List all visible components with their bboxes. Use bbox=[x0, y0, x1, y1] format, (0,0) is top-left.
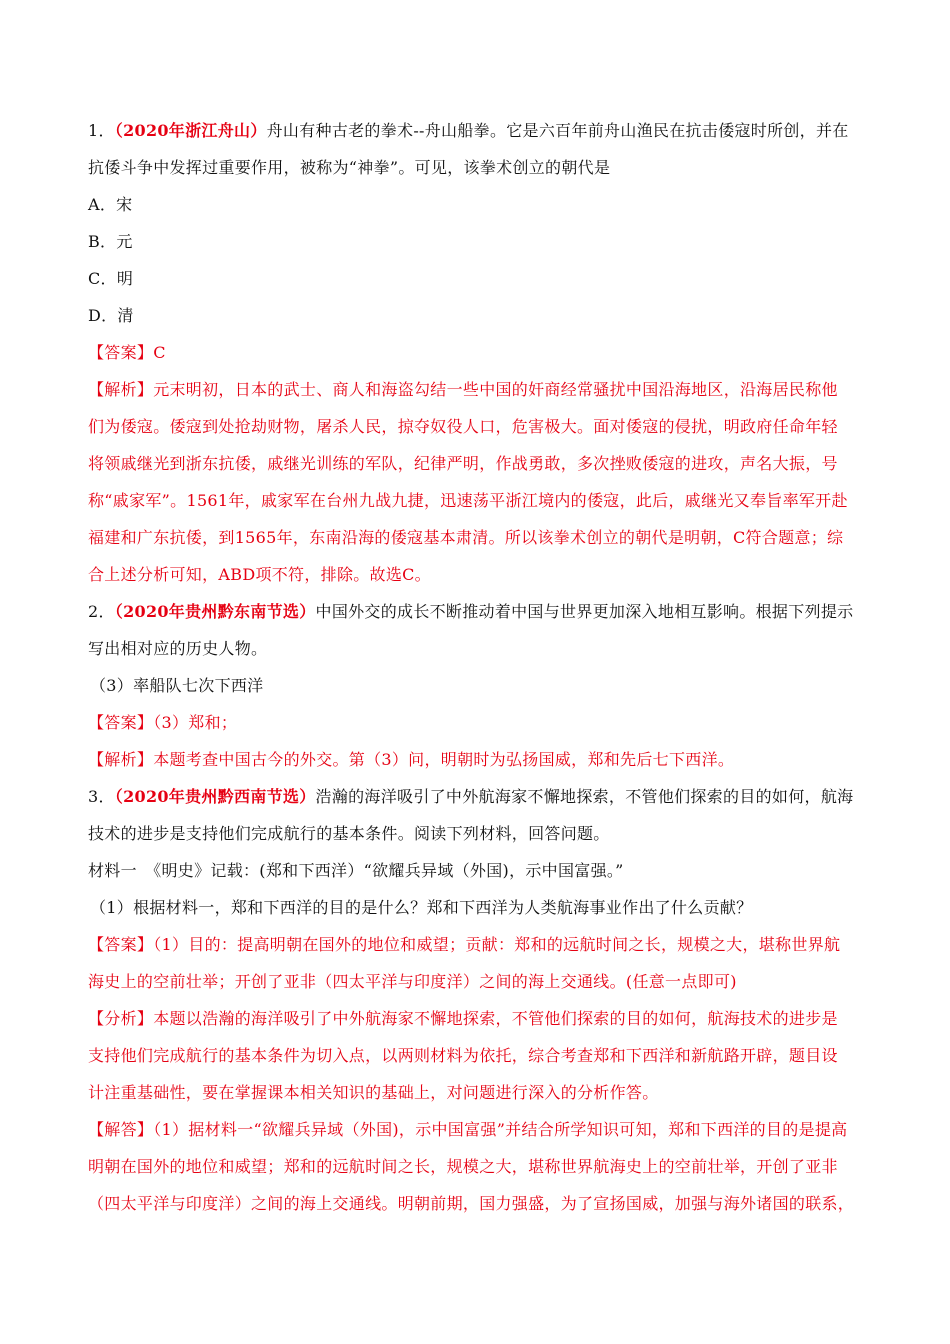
q3-jieda-line-3: （四太平洋与印度洋）之间的海上交通线。明朝前期，国力强盛，为了宣扬国威，加强与海外诸国的联系， bbox=[88, 1194, 855, 1213]
q1-source: （2020年浙江舟山） bbox=[114, 121, 267, 140]
q1-option-c: C．明 bbox=[88, 269, 134, 288]
q2-answer-value: （3）郑和； bbox=[153, 713, 238, 732]
q1-answer-tag: 【答案】 bbox=[88, 343, 154, 362]
q1-analysis-line-3: 将领戚继光到浙东抗倭，戚继光训练的军队，纪律严明，作战勇敢，多次挫败倭寇的进攻，声名大振，号 bbox=[88, 454, 838, 473]
q3-material: 材料一 《明史》记载：(郑和下西洋）“欲耀兵异域（外国)，示中国富强。” bbox=[88, 861, 624, 880]
q3-jieda-tag: 【解答】 bbox=[88, 1120, 154, 1139]
q3-source: （2020年贵州黔西南节选） bbox=[114, 787, 316, 806]
q3-jieda-line-1 bbox=[88, 1115, 860, 1152]
q1-analysis-line-1 bbox=[88, 375, 860, 412]
q1-answer-value: C bbox=[153, 343, 166, 362]
q1-stem-text-1: 舟山有种古老的拳术--舟山船拳。它是六百年前舟山渔民在抗击倭寇时所创，并在 bbox=[266, 121, 849, 140]
q3-fenxi-text-1: 本题以浩瀚的海洋吸引了中外航海家不懈地探索，不管他们探索的目的如何，航海技术的进步是 bbox=[153, 1009, 838, 1028]
q1-option-a: A．宋 bbox=[88, 195, 133, 214]
q1-number: 1． bbox=[88, 121, 115, 140]
q2-analysis-text: 本题考查中国古今的外交。第（3）问，明朝时为弘扬国威，郑和先后七下西洋。 bbox=[153, 750, 735, 769]
q3-stem-line-2: 技术的进步是支持他们完成航行的基本条件。阅读下列材料，回答问题。 bbox=[88, 824, 610, 843]
q2-analysis-tag: 【解析】 bbox=[88, 750, 154, 769]
q2-subquestion: （3）率船队七次下西洋 bbox=[90, 676, 264, 695]
q1-analysis-line-5: 福建和广东抗倭，到1565年，东南沿海的倭寇基本肃清。所以该拳术创立的朝代是明朝，C符合题意；综 bbox=[88, 528, 844, 547]
q3-answer-tag: 【答案】 bbox=[88, 935, 154, 954]
q1-analysis-text-1: 元末明初，日本的武士、商人和海盗勾结一些中国的奸商经常骚扰中国沿海地区，沿海居民称他 bbox=[153, 380, 838, 399]
q3-question: （1）根据材料一，郑和下西洋的目的是什么？郑和下西洋为人类航海事业作出了什么贡献？ bbox=[90, 898, 753, 917]
q1-option-d: D．清 bbox=[88, 306, 134, 325]
q2-answer bbox=[88, 708, 860, 745]
q3-stem-line-1 bbox=[88, 782, 860, 819]
q2-number: 2． bbox=[88, 602, 115, 621]
q1-answer bbox=[88, 338, 860, 375]
q3-answer-text-1: （1）目的：提高明朝在国外的地位和威望；贡献：郑和的远航时间之长，规模之大，堪称世界航 bbox=[153, 935, 841, 954]
q3-answer-line-1 bbox=[88, 930, 860, 967]
q2-stem-line-1 bbox=[88, 597, 860, 634]
q3-fenxi-line-2: 支持他们完成航行的基本条件为切入点，以两则材料为依托，综合考查郑和下西洋和新航路开辟，题目设 bbox=[88, 1046, 838, 1065]
q3-answer-line-2: 海史上的空前壮举；开创了亚非（四太平洋与印度洋）之间的海上交通线。(任意一点即可) bbox=[88, 972, 737, 991]
q1-option-b: B．元 bbox=[88, 232, 133, 251]
q1-analysis-line-2: 们为倭寇。倭寇到处抢劫财物，屠杀人民，掠夺奴役人口，危害极大。面对倭寇的侵扰，明政府任命年轻 bbox=[88, 417, 838, 436]
q3-fenxi-line-3: 计注重基础性，要在掌握课本相关知识的基础上，对问题进行深入的分析作答。 bbox=[88, 1083, 659, 1102]
q2-stem-line-2: 写出相对应的历史人物。 bbox=[88, 639, 268, 658]
q3-jieda-text-1: （1）据材料一“欲耀兵异域（外国)，示中国富强”并结合所学知识可知，郑和下西洋的目的是提高 bbox=[153, 1120, 848, 1139]
q3-fenxi-tag: 【分析】 bbox=[88, 1009, 154, 1028]
q1-stem-line-1 bbox=[88, 116, 860, 153]
q2-source: （2020年贵州黔东南节选） bbox=[114, 602, 316, 621]
q3-jieda-line-2: 明朝在国外的地位和威望；郑和的远航时间之长，规模之大，堪称世界航海史上的空前壮举，开创了亚非 bbox=[88, 1157, 838, 1176]
q2-stem-text-1: 中国外交的成长不断推动着中国与世界更加深入地相互影响。根据下列提示 bbox=[315, 602, 854, 621]
q1-stem-line-2: 抗倭斗争中发挥过重要作用，被称为“神拳”。可见，该拳术创立的朝代是 bbox=[88, 158, 611, 177]
q1-analysis-tag: 【解析】 bbox=[88, 380, 154, 399]
q2-answer-tag: 【答案】 bbox=[88, 713, 154, 732]
q1-analysis-line-4: 称“戚家军”。1561年，戚家军在台州九战九捷，迅速荡平浙江境内的倭寇，此后，戚继光又奉旨率军开赴 bbox=[88, 491, 848, 510]
document-content bbox=[88, 116, 860, 1226]
q2-analysis bbox=[88, 745, 860, 782]
q1-analysis-line-6: 合上述分析可知，ABD项不符，排除。故选C。 bbox=[88, 565, 431, 584]
q3-stem-text-1: 浩瀚的海洋吸引了中外航海家不懈地探索，不管他们探索的目的如何，航海 bbox=[315, 787, 854, 806]
q3-fenxi-line-1 bbox=[88, 1004, 860, 1041]
q3-number: 3． bbox=[88, 787, 115, 806]
